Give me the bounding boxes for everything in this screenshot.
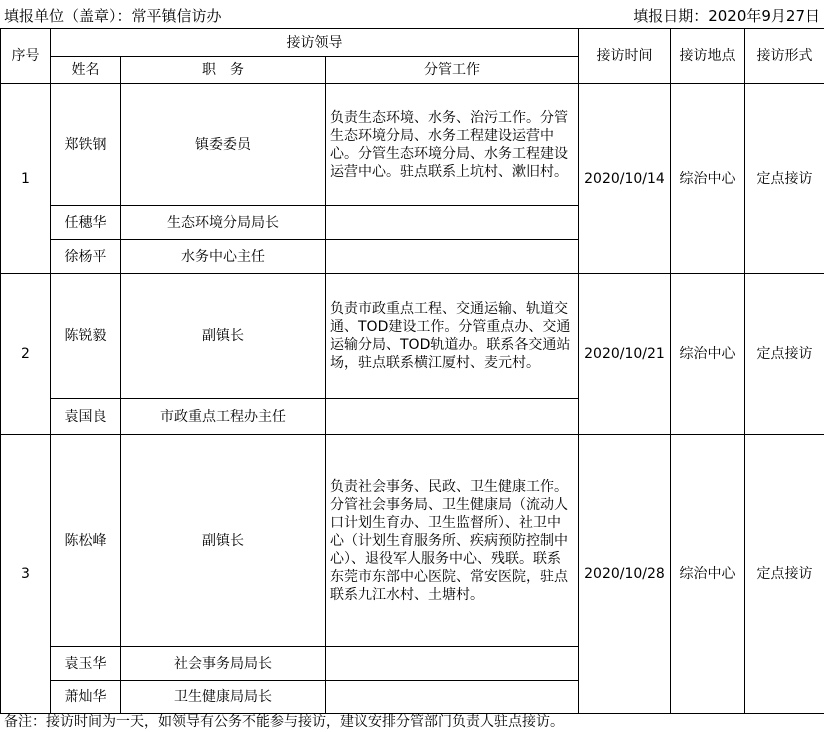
- leader-responsibility: 负责市政重点工程、交通运输、轨道交通、TOD建设工作。分管重点办、交通运输分局、TOD轨道办。联系各交通站场，驻点联系横江厦村、麦元村。: [326, 274, 579, 399]
- reception-form: 定点接访: [745, 435, 824, 714]
- reception-form: 定点接访: [745, 274, 824, 435]
- leader-position: 生态环境分局局长: [121, 206, 326, 240]
- leader-name: 袁国良: [51, 399, 121, 435]
- table-row: [1, 435, 824, 647]
- leader-position: 卫生健康局局长: [121, 681, 326, 714]
- leader-position: 水务中心主任: [121, 240, 326, 274]
- row-index: 2: [1, 274, 51, 435]
- leader-responsibility: 负责社会事务、民政、卫生健康工作。分管社会事务局、卫生健康局（流动人口计划生育办、卫生监督所）、社卫中心（计划生育服务所、疾病预防控制中心）、退役军人服务中心、残联。联系东莞市东部中心医院、常安医院，驻点联系九江水村、土塘村。: [326, 435, 579, 647]
- report-unit: 填报单位（盖章）：常平镇信访办: [4, 7, 222, 25]
- footnote: 备注：接访时间为一天，如领导有公务不能参与接访，建议安排分管部门负责人驻点接访。: [4, 714, 564, 730]
- report-date: 填报日期：2020年9月27日: [633, 7, 820, 25]
- table-row: [1, 274, 824, 399]
- leader-name: 陈锐毅: [51, 274, 121, 399]
- col-header-responsibility: 分管工作: [326, 57, 579, 84]
- reception-form: 定点接访: [745, 84, 824, 274]
- leader-responsibility: 负责生态环境、水务、治污工作。分管生态环境分局、水务工程建设运营中心。分管生态环境分局、水务工程建设运营中心。驻点联系上坑村、漱旧村。: [326, 84, 579, 206]
- leader-name: 任穗华: [51, 206, 121, 240]
- reception-time: 2020/10/21: [579, 274, 671, 435]
- row-index: 3: [1, 435, 51, 714]
- col-header-index: 序号: [1, 29, 51, 84]
- leader-position: 副镇长: [121, 274, 326, 399]
- col-header-time: 接访时间: [579, 29, 671, 84]
- reception-place: 综治中心: [671, 274, 745, 435]
- leader-position: 镇委委员: [121, 84, 326, 206]
- leader-name: 萧灿华: [51, 681, 121, 714]
- reception-schedule-table: [0, 28, 824, 714]
- leader-responsibility: [326, 206, 579, 240]
- col-header-name: 姓名: [51, 57, 121, 84]
- reception-time: 2020/10/14: [579, 84, 671, 274]
- leader-name: 徐杨平: [51, 240, 121, 274]
- row-index: 1: [1, 84, 51, 274]
- leader-position: 社会事务局局长: [121, 647, 326, 681]
- col-header-position: 职 务: [121, 57, 326, 84]
- col-header-form: 接访形式: [745, 29, 824, 84]
- table-row: [1, 84, 824, 206]
- leader-name: 袁玉华: [51, 647, 121, 681]
- leader-responsibility: [326, 681, 579, 714]
- col-header-place: 接访地点: [671, 29, 745, 84]
- leader-position: 副镇长: [121, 435, 326, 647]
- leader-responsibility: [326, 399, 579, 435]
- col-header-leaders: 接访领导: [51, 29, 579, 57]
- reception-place: 综治中心: [671, 84, 745, 274]
- leader-responsibility: [326, 647, 579, 681]
- leader-position: 市政重点工程办主任: [121, 399, 326, 435]
- leader-name: 郑铁钢: [51, 84, 121, 206]
- leader-name: 陈松峰: [51, 435, 121, 647]
- leader-responsibility: [326, 240, 579, 274]
- reception-time: 2020/10/28: [579, 435, 671, 714]
- reception-place: 综治中心: [671, 435, 745, 714]
